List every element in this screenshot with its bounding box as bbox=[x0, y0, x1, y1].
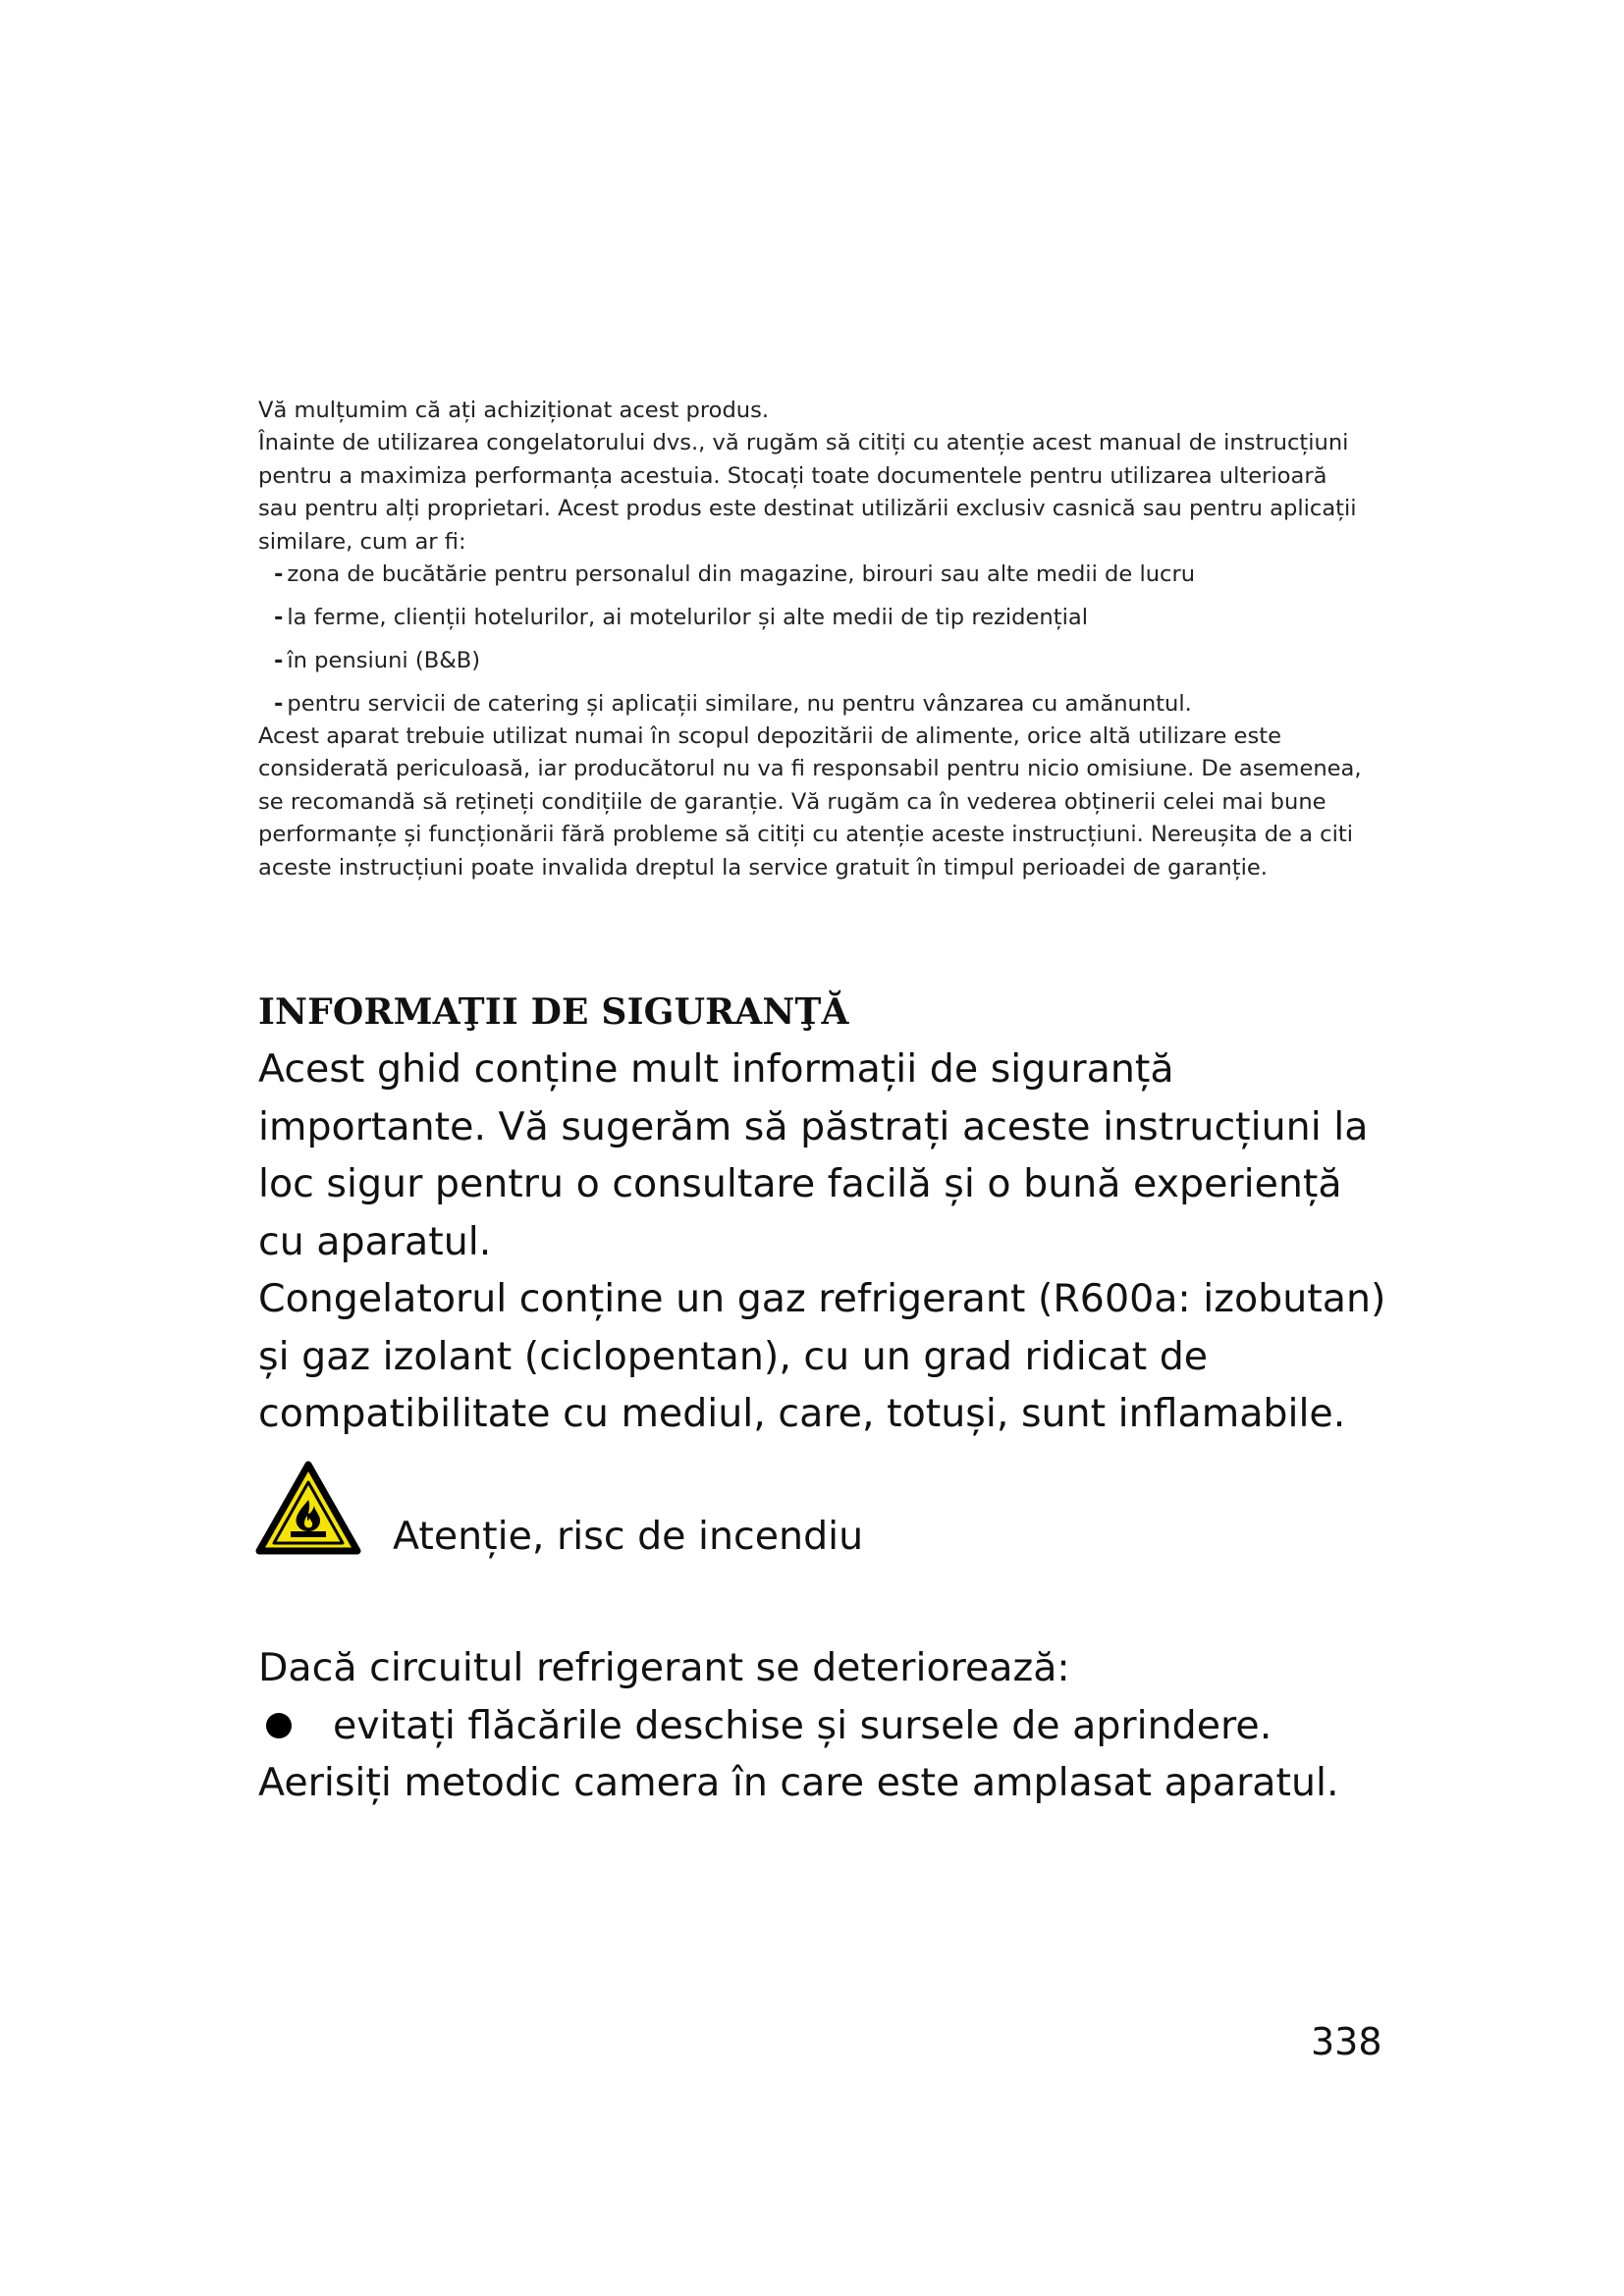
circuit-after: Aerisiți metodic camera în care este amplasat aparatul. bbox=[258, 1760, 1339, 1805]
safety-line: și gaz izolant (ciclopentan), cu un grad ridicat de bbox=[258, 1333, 1209, 1379]
intro-line: Vă mulțumim că ați achiziționat acest produs. bbox=[258, 398, 770, 423]
fire-hazard-icon bbox=[255, 1461, 361, 1555]
circuit-section bbox=[258, 1639, 1417, 1812]
list-item: - la ferme, clienții hotelurilor, ai motelurilor și alte medii de tip rezidențial bbox=[274, 605, 1088, 631]
list-item bbox=[258, 1697, 1417, 1755]
intro-closing-line: performanțe și funcționării fără probleme să citiți cu atenție aceste instrucțiuni. Nereușita de a citi bbox=[258, 822, 1354, 848]
intro-closing-line: considerată periculoasă, iar producătorul nu va fi responsabil pentru nicio omisiune. De asemenea, bbox=[258, 756, 1362, 782]
intro-line: Înainte de utilizarea congelatorului dvs., vă rugăm să citiți cu atenție acest manual de instrucțiuni bbox=[258, 430, 1349, 456]
intro-line: sau pentru alți proprietari. Acest produs este destinat utilizării exclusiv casnică sau pentru aplicații bbox=[258, 496, 1357, 522]
intro-section bbox=[258, 395, 1397, 884]
page-number: 338 bbox=[1311, 2020, 1382, 2063]
list-item: - zona de bucătărie pentru personalul din magazine, birouri sau alte medii de lucru bbox=[274, 561, 1196, 588]
bullet-icon bbox=[266, 1713, 292, 1738]
safety-line: compatibilitate cu mediul, care, totuși, sunt inflamabile. bbox=[258, 1391, 1346, 1436]
intro-closing-line: aceste instrucțiuni poate invalida dreptul la service gratuit în timpul perioadei de garanție. bbox=[258, 854, 1268, 881]
safety-line: Congelatorul conține un gaz refrigerant (R600a: izobutan) bbox=[258, 1276, 1386, 1321]
safety-line: cu aparatul. bbox=[258, 1218, 492, 1264]
safety-line: loc sigur pentru o consultare facilă și o bună experiență bbox=[258, 1161, 1342, 1206]
circuit-bullet-text: evitați flăcările deschise și sursele de aprindere. bbox=[333, 1702, 1272, 1748]
warning-text: Atenție, risc de incendiu bbox=[393, 1514, 864, 1559]
safety-heading: INFORMAŢII DE SIGURANŢĂ bbox=[258, 991, 849, 1033]
circuit-intro: Dacă circuitul refrigerant se deteriorează: bbox=[258, 1645, 1070, 1690]
intro-closing-line: Acest aparat trebuie utilizat numai în scopul depozitării de alimente, orice altă utilizare este bbox=[258, 723, 1281, 750]
fire-warning bbox=[255, 1447, 864, 1559]
use-cases-list bbox=[258, 559, 1397, 721]
list-item: - în pensiuni (B&B) bbox=[274, 648, 481, 674]
list-item: - pentru servicii de catering și aplicații similare, nu pentru vânzarea cu amănuntul. bbox=[274, 691, 1192, 718]
safety-line: Acest ghid conține mult informații de siguranță bbox=[258, 1046, 1174, 1092]
intro-closing-line: se recomandă să rețineți condițiile de garanție. Vă rugăm ca în vederea obținerii celei mai bune bbox=[258, 788, 1326, 815]
safety-line: importante. Vă sugerăm să păstrați aceste instrucțiuni la bbox=[258, 1103, 1369, 1149]
safety-text bbox=[258, 1041, 1417, 1443]
intro-line: pentru a maximiza performanța acestuia. Stocați toate documentele pentru utilizarea ulterioară bbox=[258, 462, 1327, 489]
intro-line: similare, cum ar fi: bbox=[258, 528, 466, 555]
